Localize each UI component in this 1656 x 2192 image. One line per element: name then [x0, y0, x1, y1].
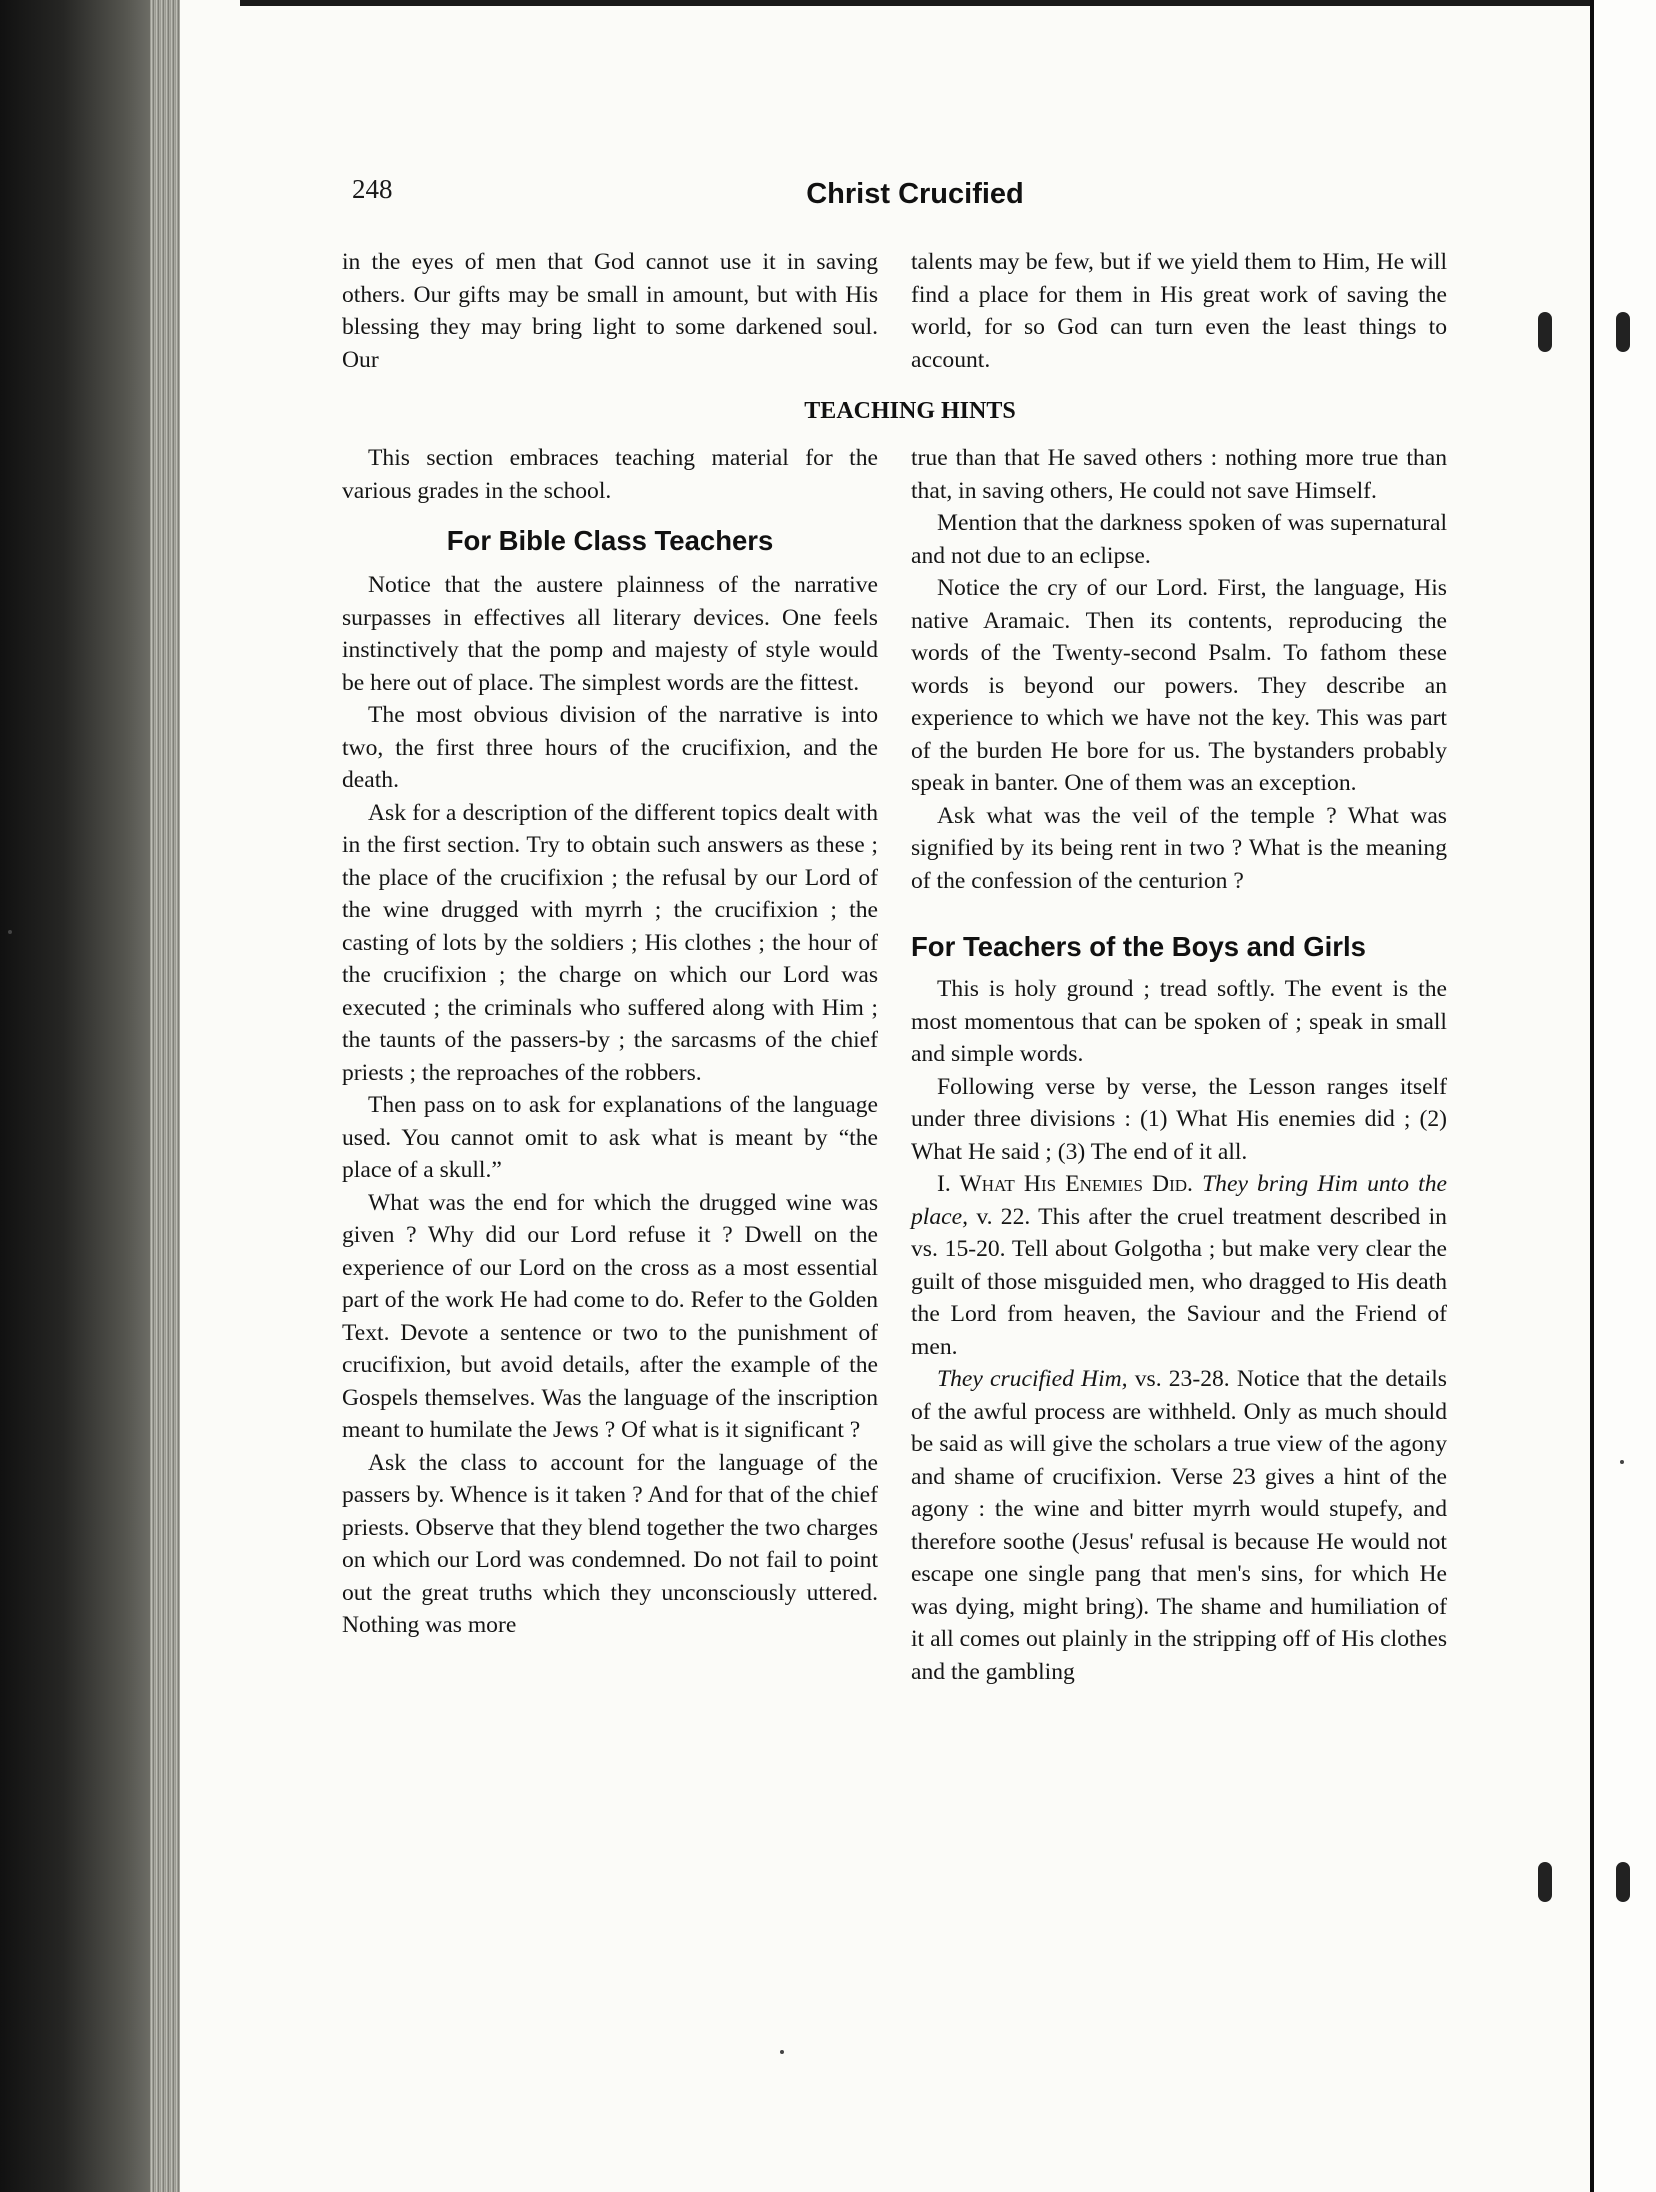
body-paragraph: Ask the class to account for the language of the passers by. Whence is it taken ? And for that of the chief priests. Observe that they blend together the two charges on which our Lord was condemned. Do not fail to point out the great truths which they unconsciously uttered. Nothing was more [342, 1449, 878, 1638]
left-column [342, 246, 878, 1642]
section-heading: TEACHING HINTS [804, 398, 1016, 424]
page-number: 248 [352, 174, 393, 204]
scan-speck [1620, 1460, 1624, 1464]
scan-speck [780, 2050, 784, 2054]
body-paragraph: What was the end for which the drugged wine was given ? Why did our Lord refuse it ? Dwell on the experience of our Lord on the cross as a most essential part of the work He had come to do. Refer to the Golden Text. Devote a sentence or two to the punishment of crucifixion, but avoid details, after the example of the Gospels themselves. Was the language of the inscription meant to humilate the Jews ? Of what is it significant ? [342, 1189, 878, 1443]
paragraph-text: v. 22. This after the cruel treatment described in vs. 15-20. Tell about Golgotha ; but make very clear the guilt of those misguided men, who dragged to His death the Lord from heaven, the Saviour and the Friend of men. [911, 1203, 1447, 1360]
continuation-paragraph: in the eyes of men that God cannot use it in saving others. Our gifts may be small in amount, but with His blessing they may bring light to some darkened soul. Our [342, 249, 878, 373]
scripture-quote: They bring Him unto the place, [911, 1171, 1447, 1230]
intro-paragraph: This section embraces teaching material for the various grades in the school. [342, 445, 878, 504]
bible-class-heading: For Bible Class Teachers [446, 525, 774, 556]
body-paragraph: Notice that the austere plainness of the narrative surpasses in effectives all literary devices. One feels instinctively that the pomp and majesty of style would be here out of place. The simplest words are the fittest. [342, 572, 878, 696]
body-paragraph: The most obvious division of the narrative is into two, the first three hours of the crucifixion, and the death. [342, 702, 878, 793]
binding-hole-mark [1616, 1862, 1630, 1902]
scan-speck [8, 930, 12, 934]
body-paragraph: Mention that the darkness spoken of was supernatural and not due to an eclipse. [911, 510, 1447, 569]
subsection-label: I. What His Enemies Did. [937, 1171, 1193, 1197]
binding-hole-mark [1538, 1862, 1552, 1902]
body-paragraph: Then pass on to ask for explanations of the language used. You cannot omit to ask what is meant by “the place of a skull.” [342, 1092, 878, 1183]
body-paragraph: Notice the cry of our Lord. First, the language, His native Aramaic. Then its contents, reproducing the words of the Twenty-second Psalm. To fathom these words is beyond our powers. They describe an experience to which we have not the key. This was part of the burden He bore for us. The bystanders probably speak in banter. One of them was an exception. [911, 575, 1447, 796]
binding-hole-mark [1616, 312, 1630, 352]
body-paragraph: Following verse by verse, the Lesson ranges itself under three divisions : (1) What His enemies did ; (2) What He said ; (3) The end of it all. [911, 1073, 1447, 1165]
binding-hole-mark [1538, 312, 1552, 352]
body-paragraph: Ask for a description of the different topics dealt with in the first section. Try to obtain such answers as these ; the place of the crucifixion ; the refusal by our Lord of the wine drugged with myrrh ; the crucifixion ; the casting of lots by the soldiers ; His clothes ; the hour of the crucifixion ; the charge on which our Lord was executed ; the criminals who suffered along with Him ; the taunts of the passers-by ; the sarcasms of the chief priests ; the reproaches of the robbers. [342, 799, 878, 1086]
body-paragraph: true than that He saved others : nothing more true than that, in saving others, He could not save Himself. [911, 445, 1447, 504]
page-stack-edge [150, 0, 184, 2192]
continuation-paragraph: talents may be few, but if we yield them to Him, He will find a place for them in His great work of saving the world, for so God can turn even the least things to account. [911, 249, 1447, 373]
right-column [911, 246, 1447, 1688]
body-paragraph [911, 1168, 1447, 1363]
running-title: Christ Crucified [806, 178, 1024, 210]
boys-girls-heading: For Teachers of the Boys and Girls [911, 931, 1366, 962]
body-paragraph: Ask what was the veil of the temple ? What was signified by its being rent in two ? What is the meaning of the confession of the centurion ? [911, 802, 1447, 894]
body-paragraph: This is holy ground ; tread softly. The event is the most momentous that can be spoken of ; speak in small and simple words. [911, 976, 1447, 1067]
page-top-border [240, 0, 1590, 6]
scripture-quote: They crucified Him, [937, 1366, 1128, 1392]
paragraph-text: vs. 23-28. Notice that the details of the awful process are withheld. Only as much should be said as will give the scholars a true view of the agony and shame of crucifixion. Verse 23 gives a hint of the agony : the wine and bitter myrrh would stupefy, and therefore soothe (Jesus' refusal is because He would not escape one single pang that men's sins, for which He was dying, might bring). The shame and humiliation of it all comes out plainly in the stripping off of His clothes and the gambling [911, 1366, 1447, 1685]
body-paragraph [911, 1363, 1447, 1688]
